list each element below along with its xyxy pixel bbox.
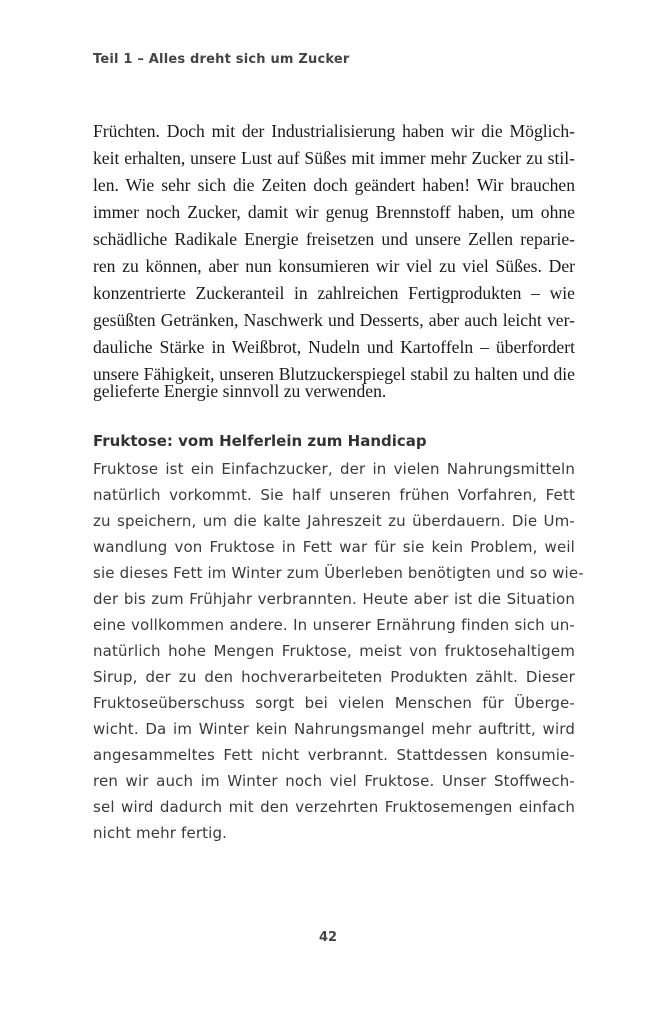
text-line: wandlung von Fruktose in Fett war für sie kein Problem, weil [93, 538, 575, 556]
page-number: 42 [318, 930, 338, 945]
text-line: eine vollkommen andere. In unserer Ernährung finden sich un- [93, 616, 575, 634]
text-line: natürlich hohe Mengen Fruktose, meist von fruktosehaltigem [93, 642, 575, 660]
text-line: schädliche Radikale Energie freisetzen und unsere Zellen reparie- [93, 229, 575, 249]
text-line-last: gelieferte Energie sinnvoll zu verwenden. [93, 381, 387, 401]
text-line: ren zu können, aber nun konsumieren wir viel zu viel Süßes. Der [93, 256, 575, 276]
text-line: sel wird dadurch mit den verzehrten Fruktosemengen einfach [93, 798, 575, 816]
text-line: Früchten. Doch mit der Industrialisierung haben wir die Möglich- [93, 121, 575, 141]
text-line: Fruktoseüberschuss sorgt bei vielen Menschen für Überge- [93, 694, 575, 712]
text-line: konzentrierte Zuckeranteil in zahlreichen Fertigprodukten – wie [93, 283, 575, 303]
text-line: keit erhalten, unsere Lust auf Süßes mit immer mehr Zucker zu stil- [93, 148, 575, 168]
text-line: angesammeltes Fett nicht verbrannt. Stattdessen konsumie- [93, 746, 575, 764]
running-header: Teil 1 – Alles dreht sich um Zucker [93, 52, 350, 67]
text-line: sie dieses Fett im Winter zum Überleben benötigten und so wie- [93, 564, 584, 582]
text-line: wicht. Da im Winter kein Nahrungsmangel mehr auftritt, wird [93, 720, 575, 738]
text-line: unsere Fähigkeit, unseren Blutzuckerspiegel stabil zu halten und die [93, 364, 575, 384]
text-line: der bis zum Frühjahr verbrannten. Heute aber ist die Situation [93, 590, 575, 608]
text-line: len. Wie sehr sich die Zeiten doch geändert haben! Wir brauchen [93, 175, 575, 195]
text-line: Sirup, der zu den hochverarbeiteten Produkten zählt. Dieser [93, 668, 575, 686]
section-heading: Fruktose: vom Helferlein zum Handicap [93, 432, 427, 450]
text-line: dauliche Stärke in Weißbrot, Nudeln und Kartoffeln – überfordert [93, 337, 575, 357]
text-line: ren wir auch im Winter noch viel Fruktose. Unser Stoffwech- [93, 772, 575, 790]
text-line: Fruktose ist ein Einfachzucker, der in vielen Nahrungsmitteln [93, 460, 575, 478]
text-line: natürlich vorkommt. Sie half unseren frühen Vorfahren, Fett [93, 486, 575, 504]
text-line: immer noch Zucker, damit wir genug Brennstoff haben, um ohne [93, 202, 575, 222]
text-line: gesüßten Getränken, Naschwerk und Desserts, aber auch leicht ver- [93, 310, 575, 330]
text-line-last: nicht mehr fertig. [93, 824, 228, 842]
text-line: zu speichern, um die kalte Jahreszeit zu überdauern. Die Um- [93, 512, 575, 530]
